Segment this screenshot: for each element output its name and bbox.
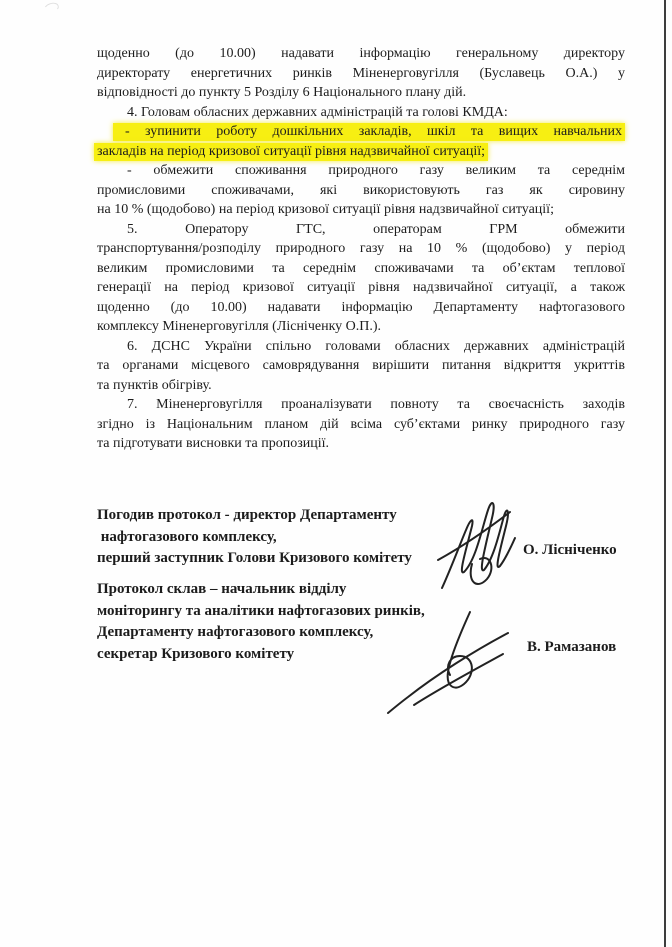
signoff-role-line: Департаменту нафтогазового комплексу, [97,624,374,640]
signoff-role-line: нафтогазового комплексу, [97,528,277,545]
text-line [97,64,625,84]
signoff-role-line: моніторингу та аналітики нафтогазових ринків, [97,602,425,619]
signature-ramazanov [384,608,516,718]
text-line [97,181,625,201]
scan-smudge-artifact [43,1,60,15]
text-line [97,200,625,220]
text-line [97,259,625,279]
line-text: директорату енергетичних ринків Міненерговугілля (Буславець О.А.) у [97,65,625,81]
signoff-role-line: перший заступник Голови Кризового комітету [97,550,412,566]
text-line [97,317,625,337]
line-text: великим промисловими та середнім споживачами та об’єктам теплової [97,260,625,276]
line-text: 4. Головам обласних державних адміністрацій та голові КМДА: [127,104,508,120]
signoff-role-line: секретар Кризового комітету [97,645,295,662]
document-body [97,44,625,454]
line-text: транспортування/розподілу природного газу на 10 % (щодобово) у період [97,241,625,256]
line-text: генерації на період кризової ситуації рівня надзвичайної ситуації, а також [97,280,625,295]
text-line [97,337,625,357]
paragraph-highlighted [97,122,625,161]
line-text: щоденно (до 10.00) надавати інформацію генеральному директору [97,46,625,61]
text-line [97,356,625,376]
line-text: 6. ДСНС України спільно головами обласних державних адміністрацій [127,338,625,354]
line-text: та підготувати висновки та пропозиції. [97,436,330,451]
first-line-indent [97,407,127,408]
text-line [97,376,625,396]
paragraph [97,44,625,103]
line-text: та органами місцевого самоврядування вирішити питання відкриття укриттів [97,358,625,373]
line-text: 5. Оператору ГТС, операторам ГРМ обмежити [127,221,625,237]
text-line [97,83,625,103]
line-text: щоденно (до 10.00) надавати інформацію Департаменту нафтогазового [97,299,625,315]
first-line-indent [97,134,113,135]
line-text: - обмежити споживання природного газу великим та середнім [127,163,625,178]
text-line [97,298,625,318]
text-line [97,142,625,162]
line-text: 7. Міненерговугілля проаналізувати повноту та своєчасність заходів [127,397,625,412]
paragraph [97,220,625,337]
highlighted-text: закладів на період кризової ситуації рівня надзвичайної ситуації; [94,143,488,161]
signoff-role-line: Погодив протокол - директор Департаменту [97,507,397,523]
signoff-role-line: Протокол склав – начальник відділу [97,581,347,597]
first-line-indent [97,173,127,174]
paragraph [97,395,625,454]
page-scan-edge-line [664,0,666,947]
paragraph [97,161,625,220]
text-line [97,44,625,64]
text-line [97,122,625,142]
line-text: комплексу Міненерговугілля (Лісніченку О.П.). [97,319,382,334]
signoff-composed-name: В. Рамазанов [527,639,617,655]
first-line-indent [97,232,127,233]
signoff-approved-name: О. Лісніченко [523,542,617,558]
paragraph [97,103,625,123]
line-text: згідно із Національним планом дій всіма суб’єктами ринку природного газу [97,416,625,432]
text-line [97,220,625,240]
text-line [97,239,625,259]
paragraph [97,337,625,396]
text-line [97,434,625,454]
text-line [97,395,625,415]
highlighted-text: - зупинити роботу дошкільних закладів, шкіл та вищих навчальних [113,123,625,141]
text-line [97,415,625,435]
first-line-indent [97,115,127,116]
line-text: відповідності до пункту 5 Розділу 6 Національного плану дій. [97,85,467,100]
text-line [97,103,625,123]
line-text: промисловими споживачами, які використовують газ як сировину [97,182,625,198]
line-text: та пунктів обігріву. [97,377,212,393]
text-line [97,278,625,298]
line-text: на 10 % (щодобово) на період кризової ситуації рівня надзвичайної ситуації; [97,202,554,217]
first-line-indent [97,349,127,350]
text-line [97,161,625,181]
